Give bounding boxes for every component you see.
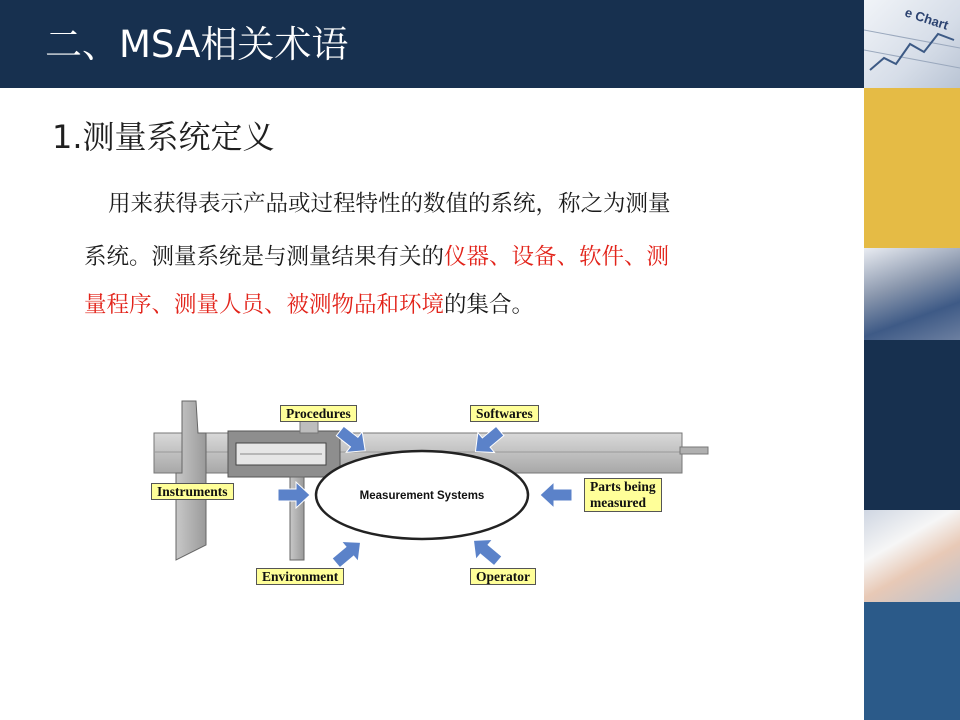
sidebar-gold-block — [864, 88, 960, 248]
arrow-operator-icon — [465, 530, 506, 570]
center-label: Measurement Systems — [359, 490, 485, 502]
label-instruments: Instruments — [151, 483, 234, 500]
sidebar-chart-text: e Chart — [903, 4, 951, 33]
paragraph-line-1: 用来获得表示产品或过程特性的数值的系统，称之为测量 — [108, 191, 671, 217]
label-softwares: Softwares — [470, 405, 539, 422]
label-parts-line-1: Parts being — [590, 479, 656, 494]
label-procedures: Procedures — [280, 405, 357, 422]
label-parts-line-2: measured — [590, 495, 646, 510]
slide-title: 二、MSA相关术语 — [45, 23, 349, 66]
sidebar-hand-image — [864, 510, 960, 602]
sidebar-blue-block — [864, 602, 960, 720]
title-bar — [0, 0, 864, 88]
paragraph-line-2-highlight: 仪器、设备、软件、测 — [444, 244, 670, 270]
sidebar-printer-image — [864, 248, 960, 340]
sidebar-chart-image — [864, 0, 960, 88]
label-environment: Environment — [256, 568, 344, 585]
decorative-sidebar — [864, 0, 960, 720]
sidebar-navy-block — [864, 340, 960, 510]
arrow-parts-icon — [540, 482, 572, 508]
paragraph-line-2 — [84, 239, 669, 271]
section-subtitle: 1.测量系统定义 — [52, 118, 275, 156]
label-parts-being-measured — [584, 478, 662, 512]
paragraph-line-2-text: 系统。测量系统是与测量结果有关的 — [84, 244, 445, 270]
paragraph-line-3 — [84, 287, 534, 319]
arrow-environment-icon — [328, 532, 369, 572]
paragraph-line-3-highlight: 量程序、测量人员、被测物品和环境 — [84, 292, 445, 318]
paragraph-line-3-text: 的集合。 — [444, 292, 535, 318]
label-operator: Operator — [470, 568, 536, 585]
